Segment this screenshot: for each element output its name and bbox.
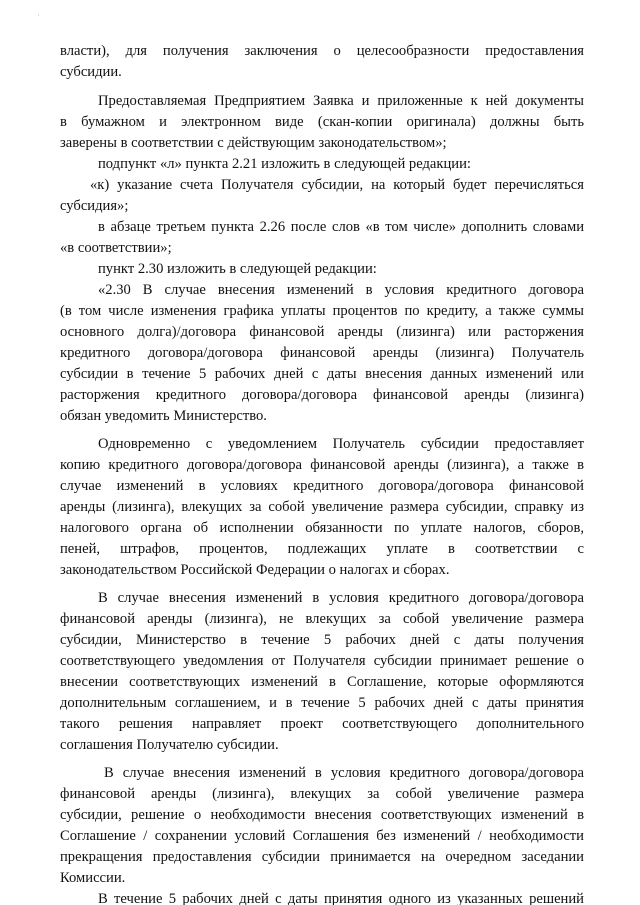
text-line: В случае внесения изменений в условия кредитного договора/договора bbox=[104, 765, 584, 781]
text-line: Комиссии. bbox=[60, 870, 126, 886]
text-line: субсидии. bbox=[60, 64, 122, 80]
text-line: В случае внесения изменений в условия кредитного договора/договора bbox=[98, 590, 584, 606]
text-line: кредитного договора/договора финансовой аренды (лизинга) Получатель bbox=[60, 345, 584, 361]
text-line: дополнительным соглашением, и в течение 5 рабочих дней с даты принятия bbox=[60, 695, 584, 711]
text-line: пункт 2.30 изложить в следующей редакции: bbox=[98, 261, 377, 277]
text-line: «в соответствии»; bbox=[60, 240, 172, 256]
text-line: в абзаце третьем пункта 2.26 после слов «в том числе» дополнить словами bbox=[98, 219, 584, 235]
text-line: прекращения предоставления субсидии принимается на очередном заседании bbox=[60, 849, 584, 865]
text-line: копию кредитного договора/договора финансовой аренды (лизинга), а также в bbox=[60, 457, 584, 473]
text-line: соответствующего уведомления от Получателя субсидии принимает решение о bbox=[60, 653, 584, 669]
text-line: подпункт «л» пункта 2.21 изложить в следующей редакции: bbox=[98, 156, 471, 172]
text-line: внесении соответствующих изменений в Соглашение, которые оформляются bbox=[60, 674, 584, 690]
text-line: субсидия»; bbox=[60, 198, 129, 214]
text-line: пеней, штрафов, процентов, подлежащих уплате в соответствии с bbox=[60, 541, 584, 557]
text-line: субсидии, решение о необходимости внесения соответствующих изменений в bbox=[60, 807, 584, 823]
text-line: финансовой аренды (лизинга), не влекущих за собой увеличение размера bbox=[60, 611, 584, 627]
text-line: соглашения Получателю субсидии. bbox=[60, 737, 279, 753]
text-line: случае изменений в условиях кредитного договора/договора финансовой bbox=[60, 478, 584, 494]
text-line: такого решения направляет проект соответствующего дополнительного bbox=[60, 716, 584, 732]
text-line: власти), для получения заключения о целесообразности предоставления bbox=[60, 43, 584, 59]
text-line: Соглашение / сохранении условий Соглашения без изменений / необходимости bbox=[60, 828, 584, 844]
text-line: налогового органа об исполнении обязанности по уплате налогов, сборов, bbox=[60, 520, 584, 536]
text-line: Предоставляемая Предприятием Заявка и приложенные к ней документы bbox=[98, 93, 584, 109]
text-line: субсидии, Министерство в течение 5 рабочих дней с даты получения bbox=[60, 632, 584, 648]
text-line: финансовой аренды (лизинга), влекущих за собой увеличение размера bbox=[60, 786, 584, 802]
text-line: субсидии в течение 5 рабочих дней с даты внесения данных изменений или bbox=[60, 366, 584, 382]
text-line: аренды (лизинга), влекущих за собой увеличение размера субсидии, справку из bbox=[60, 499, 584, 515]
text-line: в бумажном и электронном виде (скан-копии оригинала) должны быть bbox=[60, 114, 584, 130]
text-line: обязан уведомить Министерство. bbox=[60, 408, 267, 424]
text-line: основного долга)/договора финансовой аренды (лизинга) или расторжения bbox=[60, 324, 584, 340]
text-line: законодательством Российской Федерации о налогах и сборах. bbox=[60, 562, 450, 578]
text-line: Одновременно с уведомлением Получатель субсидии предоставляет bbox=[98, 436, 584, 452]
text-line: заверены в соответствии с действующим законодательством»; bbox=[60, 135, 447, 151]
text-line: (в том числе изменения графика уплаты процентов по кредиту, а также суммы bbox=[60, 303, 584, 319]
text-line: «к) указание счета Получателя субсидии, на который будет перечисляться bbox=[90, 177, 584, 193]
text-line: расторжения кредитного договора/договора финансовой аренды (лизинга) bbox=[60, 387, 584, 403]
scan-mark: · bbox=[37, 11, 40, 21]
text-line: В течение 5 рабочих дней с даты принятия одного из указанных решений bbox=[98, 891, 584, 905]
text-line: «2.30 В случае внесения изменений в условия кредитного договора bbox=[98, 282, 584, 298]
